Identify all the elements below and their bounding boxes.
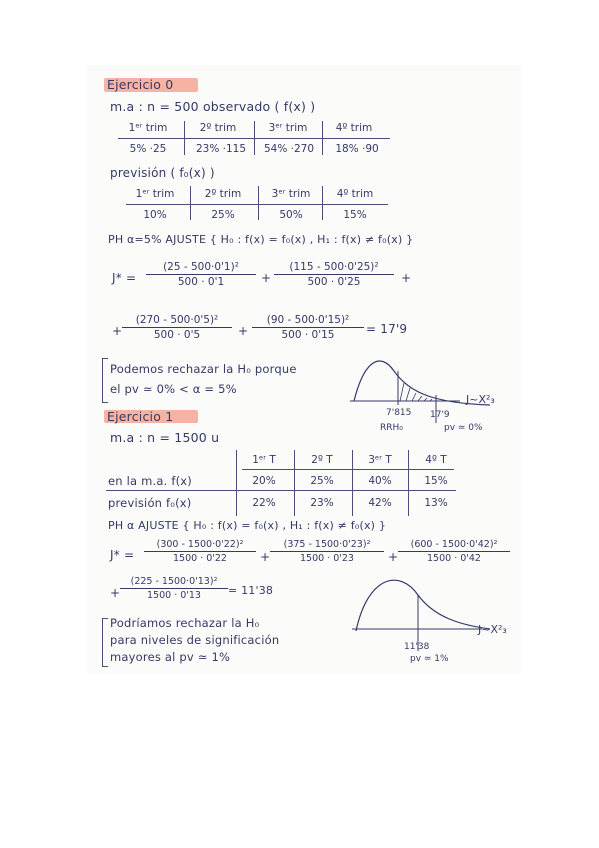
fraction-denominator: 1500 · 0'23 <box>300 553 354 564</box>
ex0-fraction-2 <box>274 261 394 288</box>
ex1-row1-value: 20% <box>252 475 276 487</box>
plus-sign: + <box>238 324 249 338</box>
ex0-prev-value: 25% <box>211 209 235 221</box>
ex1-chi-square-sketch <box>350 571 518 671</box>
fraction-numerator: (375 - 1500·0'23)² <box>283 539 371 550</box>
ex0-graph-rejection-region: RRH₀ <box>380 423 403 433</box>
ex1-header: 4º T <box>425 454 447 466</box>
table-rule <box>126 204 388 205</box>
table-rule <box>106 490 456 491</box>
notebook-page <box>88 66 520 672</box>
fraction-numerator: (25 - 500·0'1)² <box>163 261 239 273</box>
ex0-prev-value: 10% <box>143 209 167 221</box>
table-divider <box>322 186 323 220</box>
ex0-hypothesis-line: PH α=5% AJUSTE { H₀ : f(x) = f₀(x) , H₁ : f(x) ≠ f₀(x) } <box>108 233 414 246</box>
ex1-conclusion-line: para niveles de significación <box>110 633 280 647</box>
ex0-conclusion-line: el pv ≃ 0% < α = 5% <box>110 382 237 396</box>
ex1-fraction-4 <box>120 576 228 601</box>
fraction-denominator: 500 · 0'15 <box>281 329 335 341</box>
fraction-denominator: 500 · 0'1 <box>177 276 225 288</box>
fraction-numerator: (115 - 500·0'25)² <box>289 261 379 273</box>
ex0-graph-dist-label: J~X²₃ <box>466 393 495 406</box>
ex1-conclusion-line: Podríamos rechazar la H₀ <box>110 616 260 630</box>
plus-sign: + <box>260 550 271 564</box>
ex0-prev-header: 3ᵉʳ trim <box>271 188 311 200</box>
plus-sign: + <box>388 550 399 564</box>
ex1-fraction-2 <box>270 539 384 564</box>
ex1-graph-pvalue: pv ≃ 1% <box>410 654 449 664</box>
ex0-chi-square-sketch <box>350 351 518 441</box>
table-divider <box>184 121 185 155</box>
ex0-obs-value: 5% ·25 <box>129 143 167 155</box>
plus-sign: + <box>261 271 272 285</box>
ex0-prev-value: 50% <box>279 209 303 221</box>
ex1-j-label: J* = <box>110 548 135 562</box>
ex1-graph-dist-label: J~X²₃ <box>478 623 507 636</box>
fraction-numerator: (270 - 500·0'5)² <box>135 314 219 326</box>
fraction-numerator: (300 - 1500·0'22)² <box>156 539 244 550</box>
ex1-row2-value: 13% <box>424 497 448 509</box>
ex0-j-label: J* = <box>112 271 137 285</box>
ex0-prev-value: 15% <box>343 209 367 221</box>
fraction-denominator: 500 · 0'25 <box>307 276 361 288</box>
fraction-numerator: (600 - 1500·0'42)² <box>410 539 498 550</box>
ex0-prev-header: 1ᵉʳ trim <box>135 188 175 200</box>
ex0-graph-critical-value: 7'815 <box>386 408 412 418</box>
table-divider <box>190 186 191 220</box>
ex1-row2-value: 42% <box>368 497 392 509</box>
conclusion-bracket <box>102 618 103 666</box>
ex1-row1-value: 25% <box>310 475 334 487</box>
fraction-numerator: (225 - 1500·0'13)² <box>130 576 218 587</box>
ex1-header: 2º T <box>311 454 333 466</box>
fraction-denominator: 1500 · 0'42 <box>427 553 481 564</box>
ex0-prev-header: 2º trim <box>204 188 242 200</box>
ex0-graph-pvalue: pv ≃ 0% <box>444 423 483 433</box>
fraction-denominator: 500 · 0'5 <box>153 329 201 341</box>
fraction-numerator: (90 - 500·0'15)² <box>266 314 350 326</box>
table-rule <box>242 469 454 470</box>
ex1-row1-value: 15% <box>424 475 448 487</box>
ex0-obs-header: 1ᵉʳ trim <box>128 122 168 134</box>
ex0-result: = 17'9 <box>366 322 408 336</box>
fraction-denominator: 1500 · 0'22 <box>173 553 227 564</box>
ex0-obs-header: 3ᵉʳ trim <box>268 122 308 134</box>
fraction-denominator: 1500 · 0'13 <box>147 590 201 601</box>
ex0-title: Ejercicio 0 <box>107 77 174 92</box>
conclusion-bracket <box>102 358 103 402</box>
ex1-hypothesis-line: PH α AJUSTE { H₀ : f(x) = f₀(x) , H₁ : f(x) ≠ f₀(x) } <box>108 519 387 532</box>
ex0-sample-line: m.a : n = 500 observado ( f(x) ) <box>110 99 316 114</box>
ex0-obs-header: 4º trim <box>335 122 373 134</box>
ex1-header: 3ᵉʳ T <box>368 454 392 466</box>
ex0-prev-header: 4º trim <box>336 188 374 200</box>
plus-sign: + <box>401 271 412 285</box>
ex0-conclusion-line: Podemos rechazar la H₀ porque <box>110 362 297 376</box>
ex1-row1-value: 40% <box>368 475 392 487</box>
ex1-title: Ejercicio 1 <box>107 409 174 424</box>
ex0-obs-value: 18% ·90 <box>335 143 379 155</box>
ex1-fraction-3 <box>398 539 510 564</box>
ex0-fraction-3 <box>122 314 232 341</box>
ex1-row-label: previsión f₀(x) <box>108 496 192 510</box>
ex1-conclusion-line: mayores al pv ≃ 1% <box>110 650 231 664</box>
plus-sign: + <box>112 324 123 338</box>
ex0-graph-statistic-value: 17'9 <box>430 410 450 420</box>
ex1-fraction-1 <box>144 539 256 564</box>
ex0-forecast-label: previsión ( f₀(x) ) <box>110 166 215 180</box>
ex0-obs-value: 23% ·115 <box>195 143 247 155</box>
ex0-fraction-4 <box>252 314 364 341</box>
ex0-fraction-1 <box>146 261 256 288</box>
ex1-header: 1ᵉʳ T <box>252 454 276 466</box>
plus-sign: + <box>110 586 121 600</box>
ex1-row2-value: 22% <box>252 497 276 509</box>
ex1-row2-value: 23% <box>310 497 334 509</box>
ex1-row-label: en la m.a. f(x) <box>108 474 192 488</box>
ex0-obs-value: 54% ·270 <box>263 143 315 155</box>
ex0-obs-header: 2º trim <box>199 122 237 134</box>
table-divider <box>258 186 259 220</box>
ex1-sample-line: m.a : n = 1500 u <box>110 430 220 445</box>
ex1-graph-statistic-value: 11'38 <box>404 642 430 652</box>
ex1-result: = 11'38 <box>228 584 274 597</box>
